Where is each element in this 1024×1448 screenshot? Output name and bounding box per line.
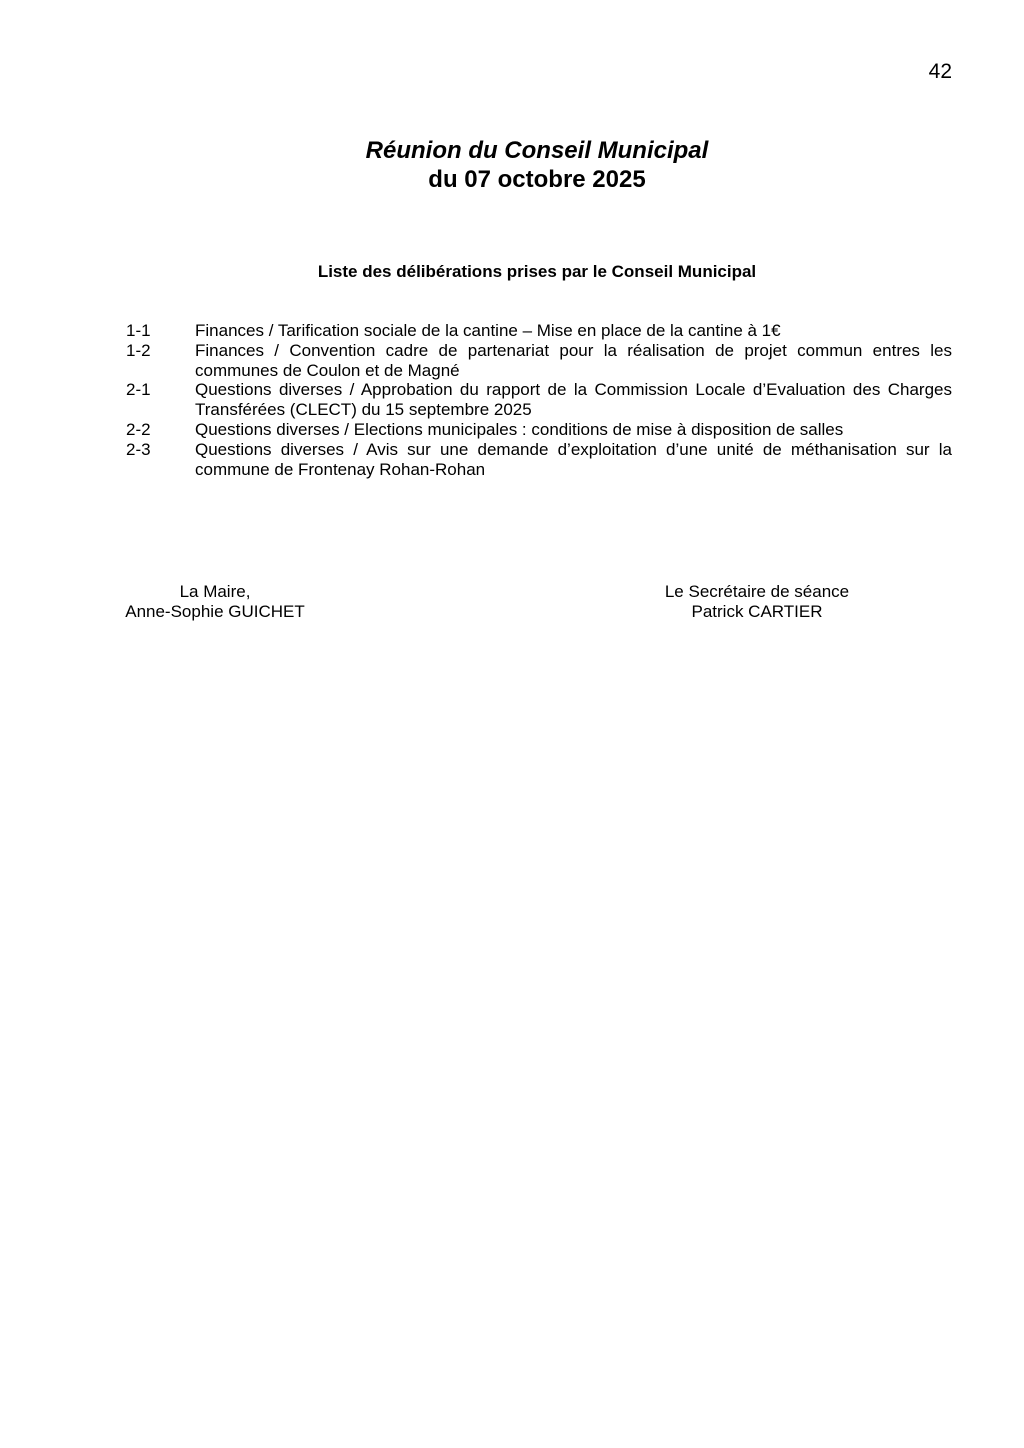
signature-mayor-name: Anne-Sophie GUICHET: [125, 602, 305, 621]
list-item: [118, 420, 952, 440]
deliberation-text: Questions diverses / Approbation du rapport de la Commission Locale d’Evaluation des Charges Transférées (CLECT) du 15 septembre 2025: [195, 380, 952, 420]
signature-secretary: [642, 582, 872, 622]
title-date: du 07 octobre 2025: [428, 166, 646, 193]
deliberation-text: Finances / Tarification sociale de la cantine – Mise en place de la cantine à 1€: [195, 321, 781, 340]
deliberation-number: 2-3: [126, 439, 151, 459]
signature-mayor: [110, 582, 320, 622]
deliberation-number: 1-1: [126, 321, 151, 340]
deliberation-text: Finances / Convention cadre de partenariat pour la réalisation de projet commun entres les communes de Coulon et de Magné: [195, 340, 952, 380]
page-number: 42: [928, 60, 952, 83]
title-meeting: Réunion du Conseil Municipal: [365, 137, 709, 164]
deliberations-heading: Liste des délibérations prises par le Conseil Municipal: [317, 262, 757, 281]
page-title: [0, 136, 1024, 194]
deliberation-text: Questions diverses / Avis sur une demande d’exploitation d’une unité de méthanisation sur la commune de Frontenay Rohan-Rohan: [195, 439, 952, 479]
list-item: [118, 440, 952, 480]
deliberations-list: [118, 321, 952, 479]
deliberation-number: 2-2: [126, 419, 151, 439]
list-item: [118, 341, 952, 381]
deliberation-number: 2-1: [126, 380, 151, 400]
signature-secretary-name: Patrick CARTIER: [691, 602, 823, 621]
signature-mayor-role: La Maire,: [179, 582, 251, 601]
signature-secretary-role: Le Secrétaire de séance: [664, 582, 850, 601]
deliberation-number: 1-2: [126, 340, 151, 360]
list-item: [118, 380, 952, 420]
deliberation-text: Questions diverses / Elections municipales : conditions de mise à disposition de salles: [195, 419, 844, 439]
list-item: [118, 321, 952, 341]
